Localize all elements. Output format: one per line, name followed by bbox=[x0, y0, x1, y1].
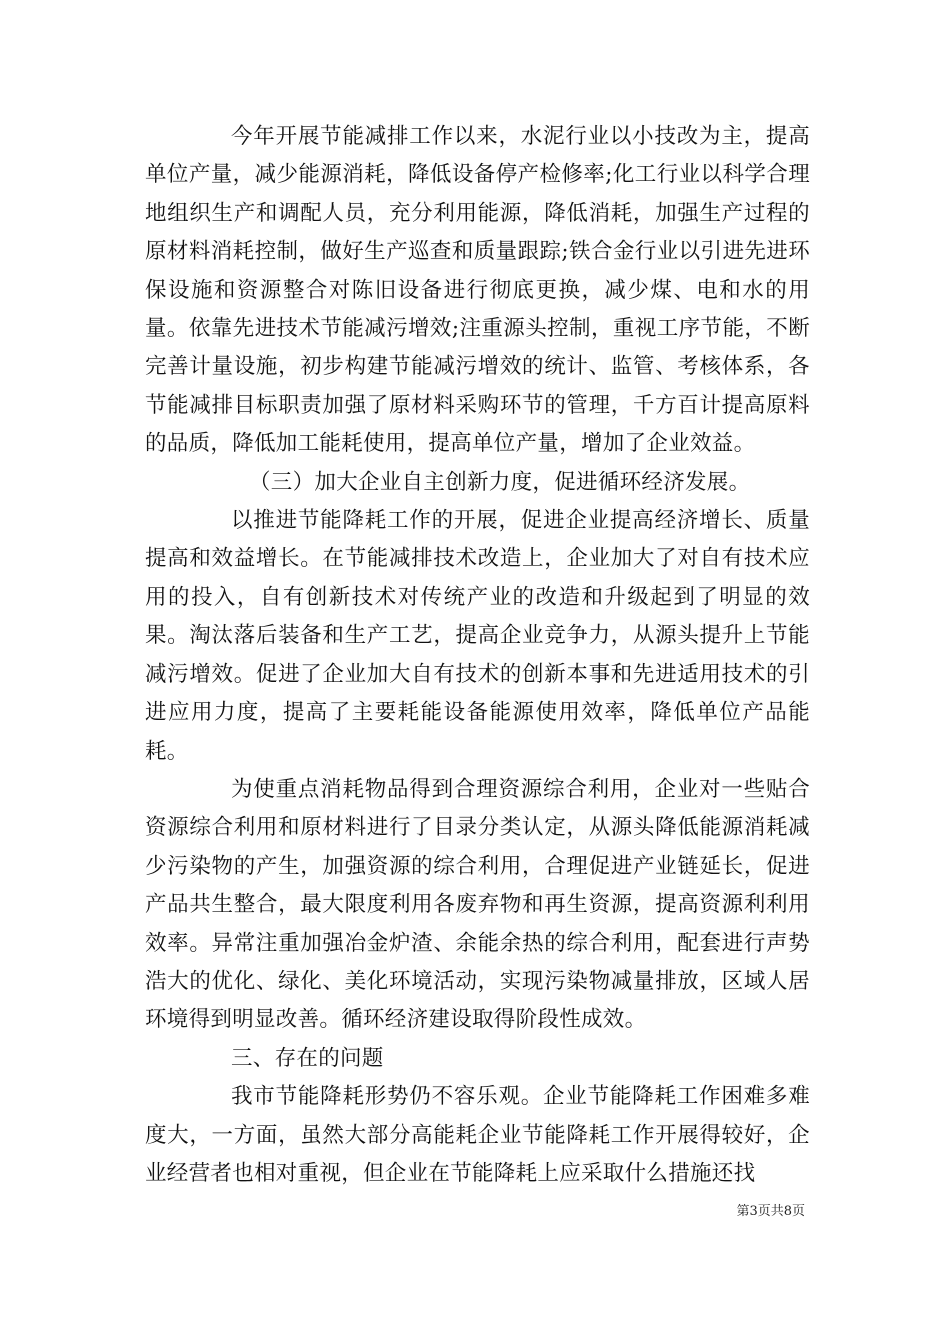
paragraph-technology-investment: 以推进节能降耗工作的开展，促进企业提高经济增长、质量提高和效益增长。在节能减排技术改造上，企业加大了对自有技术应用的投入，自有创新技术对传统产业的改造和升级起到了明显的效果。淘汰落后装备和生产工艺，提高企业竞争力，从源头提升上节能减污增效。促进了企业加大自有技术的创新本事和先进适用技术的引进应用力度，提高了主要耗能设备能源使用效率，降低单位产品能耗。 bbox=[145, 508, 810, 764]
subheading-innovation: （三）加大企业自主创新力度，促进循环经济发展。 bbox=[249, 469, 751, 495]
paragraph-problems-intro: 我市节能降耗形势仍不容乐观。企业节能降耗工作困难多难度大，一方面，虽然大部分高能耗企业节能降耗工作开展得较好，企业经营者也相对重视，但企业在节能降耗上应采取什么措施还找 bbox=[145, 1084, 810, 1186]
page-number-footer: 第3页共8页 bbox=[736, 1204, 805, 1219]
document-body bbox=[145, 118, 810, 1193]
section-heading-problems: 三、存在的问题 bbox=[231, 1045, 384, 1071]
paragraph-resource-utilization: 为使重点消耗物品得到合理资源综合利用，企业对一些贴合资源综合利用和原材料进行了目录分类认定，从源头降低能源消耗减少污染物的产生，加强资源的综合利用，合理促进产业链延长，促进产品共生整合，最大限度利用各废弃物和再生资源，提高资源利利用效率。异常注重加强冶金炉渣、余能余热的综合利用，配套进行声势浩大的优化、绿化、美化环境活动，实现污染物减量排放，区域人居环境得到明显改善。循环经济建设取得阶段性成效。 bbox=[145, 776, 810, 1033]
paragraph-energy-saving-progress: 今年开展节能减排工作以来，水泥行业以小技改为主，提高单位产量，减少能源消耗，降低设备停产检修率;化工行业以科学合理地组织生产和调配人员，充分利用能源，降低消耗，加强生产过程的原材料消耗控制，做好生产巡查和质量跟踪;铁合金行业以引进先进环保设施和资源整合对陈旧设备进行彻底更换，减少煤、电和水的用量。依靠先进技术节能减污增效;注重源头控制，重视工序节能，不断完善计量设施，初步构建节能减污增效的统计、监管、考核体系，各节能减排目标职责加强了原材料采购环节的管理，千方百计提高原料的品质，降低加工能耗使用，提高单位产量，增加了企业效益。 bbox=[145, 124, 810, 457]
